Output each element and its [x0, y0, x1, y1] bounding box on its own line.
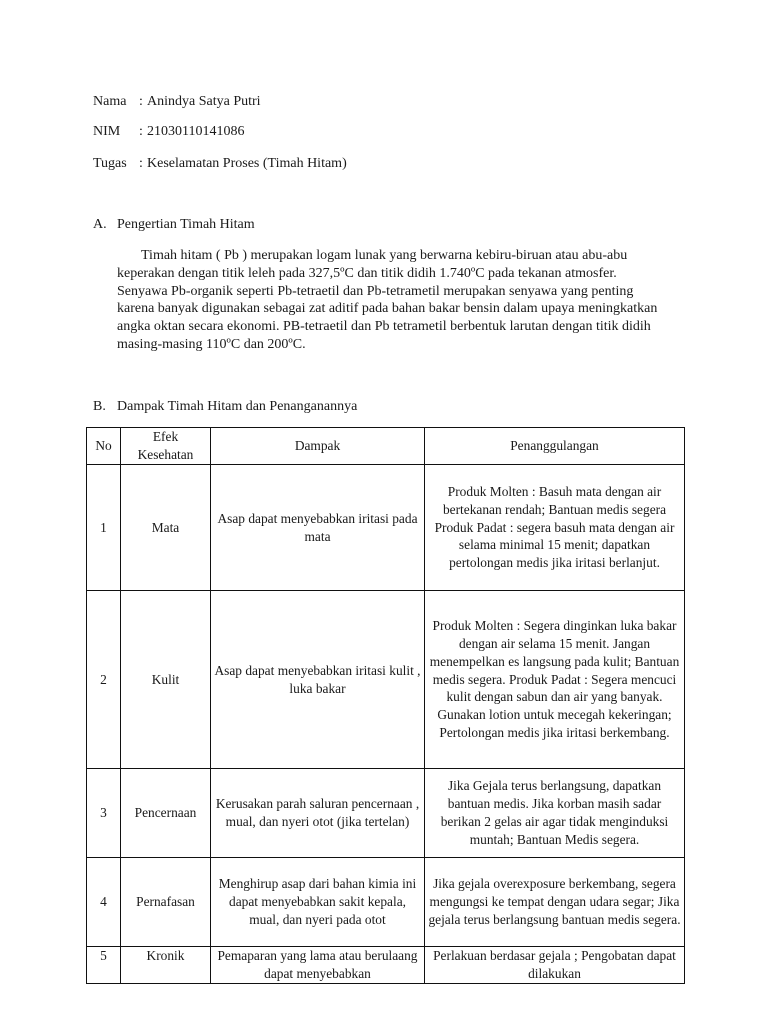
section-b-heading: [93, 397, 357, 417]
table-row: [87, 947, 685, 984]
cell-efek: Pencernaan: [121, 769, 211, 858]
cell-penanggulangan: Jika gejala overexposure berkembang, segera mengungsi ke tempat dengan udara segar; Jika gejala terus berlangsung bantuan medis segera.: [425, 858, 685, 947]
header-penanggulangan: Penanggulangan: [425, 428, 685, 465]
cell-penanggulangan: Produk Molten : Basuh mata dengan air bertekanan rendah; Bantuan medis segera Produk Padat : segera basuh mata dengan air selama minimal 15 menit; dapatkan pertolongan medis jika iritasi berlanjut.: [425, 465, 685, 591]
cell-no: 5: [87, 947, 121, 984]
section-a-heading: [93, 215, 255, 235]
cell-no: 2: [87, 591, 121, 769]
cell-efek: Kulit: [121, 591, 211, 769]
cell-dampak: Menghirup asap dari bahan kimia ini dapat menyebabkan sakit kepala, mual, dan nyeri pada otot: [211, 858, 425, 947]
info-row-nama: [93, 92, 261, 112]
cell-penanggulangan: Jika Gejala terus berlangsung, dapatkan bantuan medis. Jika korban masih sadar berikan 2 gelas air agar tidak menginduksi muntah; Bantuan Medis segera.: [425, 769, 685, 858]
info-value: Keselamatan Proses (Timah Hitam): [147, 156, 347, 171]
cell-penanggulangan: Produk Molten : Segera dinginkan luka bakar dengan air selama 15 menit. Jangan menempelkan es langsung pada kulit; Bantuan medis segera. Produk Padat : Segera mencuci kulit dengan sabun dan air yang banyak. Gunakan lotion untuk mecegah kekeringan; Pertolongan medis jika iritasi berkembang.: [425, 591, 685, 769]
info-label: NIM: [93, 124, 121, 139]
info-separator: :: [139, 124, 143, 139]
info-value: Anindya Satya Putri: [147, 94, 261, 109]
info-row-tugas: [93, 154, 347, 174]
cell-dampak: Asap dapat menyebabkan iritasi pada mata: [211, 465, 425, 591]
info-row-nim: [93, 122, 244, 142]
cell-efek: Pernafasan: [121, 858, 211, 947]
info-separator: :: [139, 94, 143, 109]
cell-efek: Mata: [121, 465, 211, 591]
section-title: Pengertian Timah Hitam: [117, 217, 255, 232]
table-row: [87, 769, 685, 858]
cell-no: 4: [87, 858, 121, 947]
section-a-paragraph: Timah hitam ( Pb ) merupakan logam lunak yang berwarna kebiru-biruan atau abu-abu keperakan dengan titik leleh pada 327,5ºC dan titik didih 1.740ºC pada tekanan atmosfer. Senyawa Pb-organik seperti Pb-tetraetil dan Pb-tetrametil merupakan senyawa yang penting karena banyak digunakan sebagai zat aditif pada bahan bakar bensin dalam upaya meningkatkan angka oktan secara ekonomi. PB-tetraetil dan Pb tetrametil berbentuk larutan dengan titik didih masing-masing 110ºC dan 200ºC.: [117, 248, 658, 352]
info-label: Tugas: [93, 156, 127, 171]
info-separator: :: [139, 156, 143, 171]
cell-dampak: Asap dapat menyebabkan iritasi kulit , luka bakar: [211, 591, 425, 769]
header-dampak: Dampak: [211, 428, 425, 465]
header-no: No: [87, 428, 121, 465]
cell-no: 3: [87, 769, 121, 858]
info-label: Nama: [93, 94, 127, 109]
cell-penanggulangan: Perlakuan berdasar gejala ; Pengobatan dapat dilakukan: [425, 947, 685, 984]
cell-dampak: Kerusakan parah saluran pencernaan , mual, dan nyeri otot (jika tertelan): [211, 769, 425, 858]
table-row: [87, 465, 685, 591]
header-efek: Efek Kesehatan: [121, 428, 211, 465]
section-title: Dampak Timah Hitam dan Penanganannya: [117, 399, 358, 414]
cell-dampak: Pemaparan yang lama atau berulaang dapat menyebabkan: [211, 947, 425, 984]
table-row: [87, 591, 685, 769]
section-letter: B.: [93, 399, 106, 414]
table-header-row: [87, 428, 685, 465]
table-row: [87, 858, 685, 947]
cell-no: 1: [87, 465, 121, 591]
cell-efek: Kronik: [121, 947, 211, 984]
effects-table: [86, 427, 685, 984]
section-letter: A.: [93, 217, 107, 232]
info-value: 21030110141086: [147, 124, 245, 139]
